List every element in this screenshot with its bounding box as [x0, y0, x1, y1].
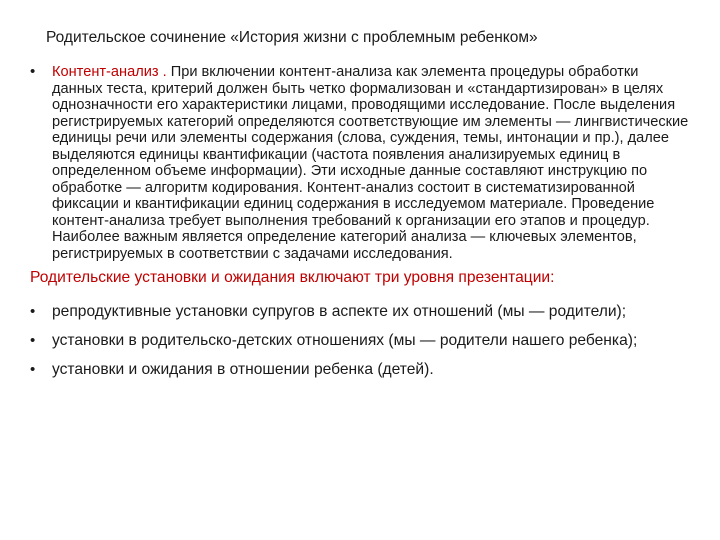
level-item-text: установки в родительско-детских отношениях (мы — родители нашего ребенка); [52, 331, 638, 349]
content-analysis-bullet [30, 64, 690, 262]
slide-title: Родительское сочинение «История жизни с проблемным ребенком» [46, 29, 538, 46]
bullet-marker: • [30, 302, 36, 320]
level-item-1 [30, 303, 690, 321]
content-analysis-text: При включении контент-анализа как элемента процедуры обработки данных теста, критерий должен быть четко формализован и «стандартизирован» в целях однозначности его характеристики лицами, проводящими исследование. После выделения регистрируемых категорий определяются соответствующие им элементы — лингвистические единицы речи или элементы содержания (слова, суждения, темы, интонации и пр.), далее выделяются единицы квантификации (частота появления анализируемых единиц в определенном объеме информации). Эти исходные данные составляют инструкцию по обработке — алгоритм кодирования. Контент-анализ состоит в систематизированной фиксации и квантификации единиц содержания в исследуемом материале. Проведение контент-анализа требует выполнения требований к организации его этапов и процедур. Наиболее важным является определение категорий анализа — ключевых элементов, регистрируемых в соответствии с задачами исследования. [52, 64, 689, 262]
bullet-marker: • [30, 63, 36, 80]
parental-attitudes-heading: Родительские установки и ожидания включают три уровня презентации: [30, 269, 555, 286]
bullet-marker: • [30, 360, 36, 378]
level-item-3 [30, 361, 690, 379]
level-item-2 [30, 332, 690, 350]
slide-content [30, 64, 690, 379]
level-item-text: репродуктивные установки супругов в аспекте их отношений (мы — родители); [52, 302, 627, 320]
bullet-marker: • [30, 331, 36, 349]
level-item-text: установки и ожидания в отношении ребенка (детей). [52, 360, 434, 378]
content-analysis-term: Контент-анализ . [52, 64, 167, 80]
